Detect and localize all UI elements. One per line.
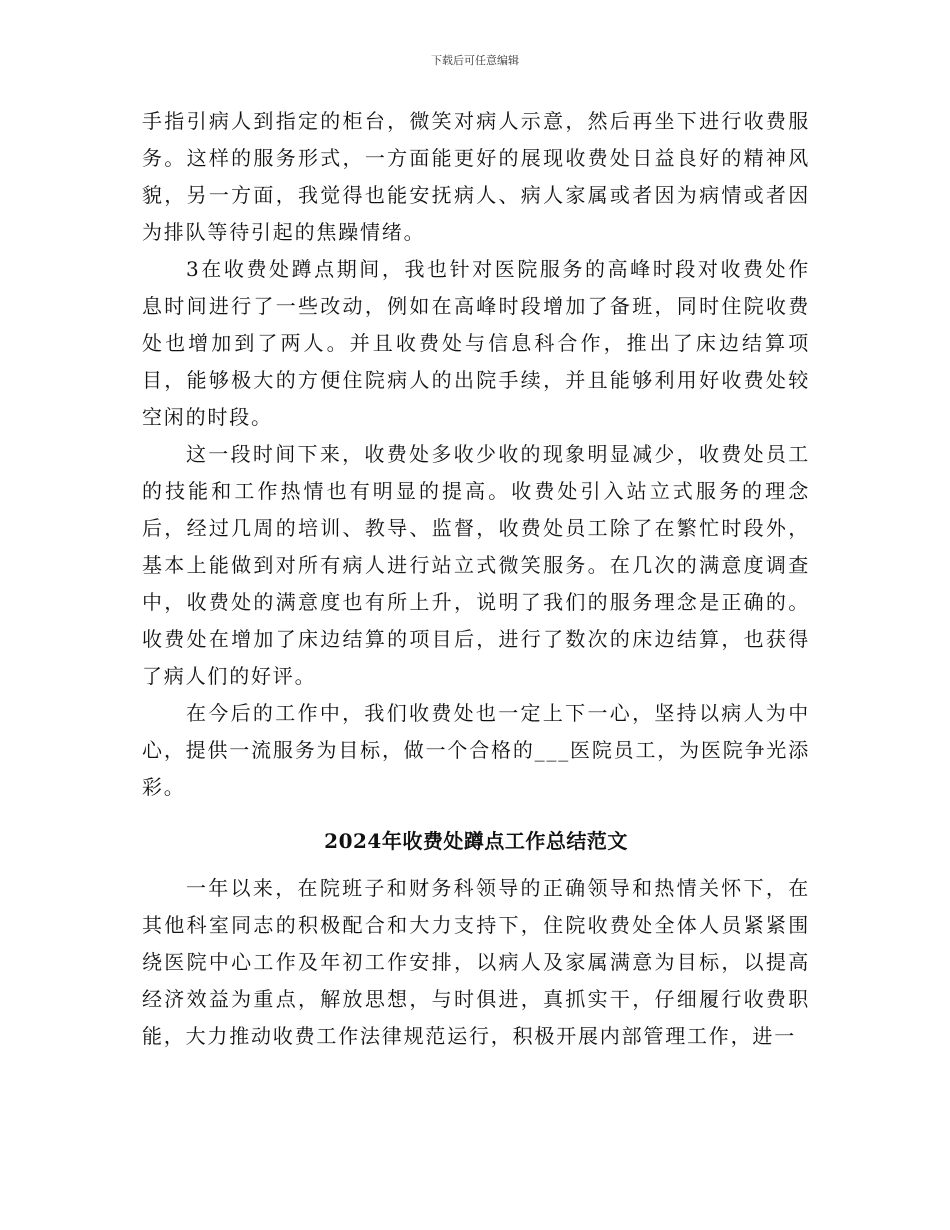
section-title: 2024年收费处蹲点工作总结范文: [324, 829, 628, 853]
paragraph-results: 这一段时间下来，收费处多收少收的现象明显减少，收费处员工的技能和工作热情也有明显的提高。收费处引入站立式服务的理念后，经过几周的培训、教导、监督，收费处员工除了在繁忙时段外，基本上能做到对所有病人进行站立式微笑服务。在几次的满意度调查中，收费处的满意度也有所上升，说明了我们的服务理念是正确的。收费处在增加了床边结算的项目后，进行了数次的床边结算，也获得了病人们的好评。: [142, 442, 810, 688]
paragraph-future-work: 在今后的工作中，我们收费处也一定上下一心，坚持以病人为中心，提供一流服务为目标，做一个合格的___医院员工，为医院争光添彩。: [142, 701, 810, 799]
page-header: 下载后可任意编辑: [431, 54, 519, 67]
document-body: [142, 103, 810, 1055]
paragraph-summary-intro: 一年以来，在院班子和财务科领导的正确领导和热情关怀下，在其他科室同志的积极配合和大力支持下，住院收费处全体人员紧紧围绕医院中心工作及年初工作安排，以病人及家属满意为目标，以提高经济效益为重点，解放思想，与时俱进，真抓实干，仔细履行收费职能，大力推动收费工作法律规范运行，积极开展内部管理工作，进一: [142, 876, 810, 1048]
paragraph-continuation: 手指引病人到指定的柜台，微笑对病人示意，然后再坐下进行收费服务。这样的服务形式，一方面能更好的展现收费处日益良好的精神风貌，另一方面，我觉得也能安抚病人、病人家属或者因为病情或者因为排队等待引起的焦躁情绪。: [142, 109, 810, 244]
paragraph-item-3: 3在收费处蹲点期间，我也针对医院服务的高峰时段对收费处作息时间进行了一些改动，例如在高峰时段增加了备班，同时住院收费处也增加到了两人。并且收费处与信息科合作，推出了床边结算项目，能够极大的方便住院病人的出院手续，并且能够利用好收费处较空闲的时段。: [142, 257, 810, 429]
